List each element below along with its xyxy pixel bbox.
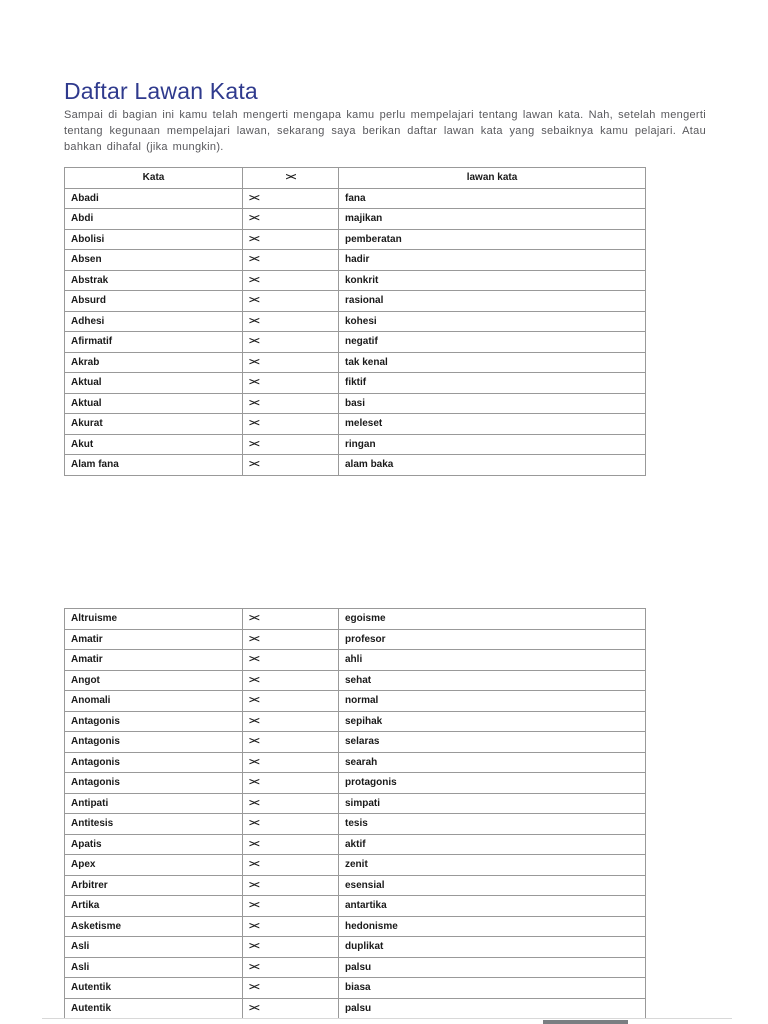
table-row [65,978,646,999]
kata-cell: Anomali [65,691,243,712]
table-row [65,629,646,650]
antonym-symbol-cell: >< [243,978,339,999]
table-row [65,270,646,291]
lawan-kata-cell: konkrit [339,270,646,291]
antonym-symbol-cell: >< [243,414,339,435]
antonym-symbol-cell: >< [243,814,339,835]
kata-cell: Asli [65,957,243,978]
lawan-kata-cell: palsu [339,998,646,1019]
lawan-kata-cell: biasa [339,978,646,999]
lawan-kata-cell: hadir [339,250,646,271]
table-header-row [65,168,646,189]
lawan-kata-cell: normal [339,691,646,712]
table-row [65,609,646,630]
lawan-kata-cell: kohesi [339,311,646,332]
antonym-symbol-cell: >< [243,609,339,630]
lawan-kata-cell: aktif [339,834,646,855]
antonym-symbol-cell: >< [243,629,339,650]
lawan-kata-cell: negatif [339,332,646,353]
antonym-symbol-cell: >< [243,752,339,773]
kata-cell: Abstrak [65,270,243,291]
lawan-kata-cell: sehat [339,670,646,691]
page-bottom-shadow [42,1018,732,1019]
kata-cell: Apatis [65,834,243,855]
antonym-symbol-cell: >< [243,937,339,958]
antonym-symbol-cell: >< [243,834,339,855]
kata-cell: Antitesis [65,814,243,835]
kata-cell: Aktual [65,393,243,414]
table-row [65,957,646,978]
kata-cell: Abolisi [65,229,243,250]
lawan-kata-cell: zenit [339,855,646,876]
table-row [65,455,646,476]
kata-cell: Absen [65,250,243,271]
antonym-symbol-cell: >< [243,311,339,332]
antonym-symbol-cell: >< [243,691,339,712]
antonym-symbol-cell: >< [243,209,339,230]
table-row [65,414,646,435]
lawan-kata-cell: sepihak [339,711,646,732]
page-title: Daftar Lawan Kata [64,78,258,104]
kata-cell: Arbitrer [65,875,243,896]
table-row [65,916,646,937]
kata-cell: Akurat [65,414,243,435]
kata-cell: Angot [65,670,243,691]
lawan-kata-cell: searah [339,752,646,773]
antonym-symbol-cell: >< [243,393,339,414]
antonym-symbol-cell: >< [243,332,339,353]
antonym-symbol-cell: >< [243,455,339,476]
kata-column-header: Kata [65,168,243,189]
kata-cell: Artika [65,896,243,917]
lawan-kata-column-header: lawan kata [339,168,646,189]
kata-cell: Autentik [65,978,243,999]
table-row [65,311,646,332]
kata-cell: Apex [65,855,243,876]
antonym-symbol-cell: >< [243,732,339,753]
antonym-symbol-cell: >< [243,188,339,209]
antonym-symbol-cell: >< [243,373,339,394]
kata-cell: Amatir [65,650,243,671]
lawan-kata-cell: ahli [339,650,646,671]
table-row [65,188,646,209]
table-row [65,650,646,671]
next-page-edge-mark [543,1020,628,1024]
lawan-kata-cell: duplikat [339,937,646,958]
lawan-kata-cell: pemberatan [339,229,646,250]
antonym-table-1 [64,167,646,476]
lawan-kata-cell: meleset [339,414,646,435]
antonym-symbol-cell: >< [243,711,339,732]
antonym-symbol-cell: >< [243,434,339,455]
kata-cell: Antagonis [65,773,243,794]
antonym-symbol-cell: >< [243,896,339,917]
lawan-kata-cell: alam baka [339,455,646,476]
kata-cell: Abdi [65,209,243,230]
antonym-symbol-cell: >< [243,916,339,937]
antonym-symbol-cell: >< [243,875,339,896]
kata-cell: Abadi [65,188,243,209]
kata-cell: Antagonis [65,732,243,753]
table-row [65,291,646,312]
antonym-symbol-cell: >< [243,793,339,814]
lawan-kata-cell: esensial [339,875,646,896]
table-row [65,834,646,855]
kata-cell: Asli [65,937,243,958]
antonym-symbol-cell: >< [243,229,339,250]
kata-cell: Altruisme [65,609,243,630]
lawan-kata-cell: tesis [339,814,646,835]
antonym-symbol-cell: >< [243,670,339,691]
table-row [65,670,646,691]
table-row [65,373,646,394]
kata-cell: Afirmatif [65,332,243,353]
antonym-symbol-cell: >< [243,773,339,794]
antonym-symbol-cell: >< [243,650,339,671]
table-row [65,814,646,835]
lawan-kata-cell: basi [339,393,646,414]
kata-cell: Absurd [65,291,243,312]
lawan-kata-cell: profesor [339,629,646,650]
kata-cell: Akrab [65,352,243,373]
kata-cell: Autentik [65,998,243,1019]
kata-cell: Antagonis [65,711,243,732]
antonym-symbol-cell: >< [243,250,339,271]
lawan-kata-cell: fiktif [339,373,646,394]
kata-cell: Amatir [65,629,243,650]
antonym-symbol-cell: >< [243,957,339,978]
lawan-kata-cell: egoisme [339,609,646,630]
lawan-kata-cell: tak kenal [339,352,646,373]
kata-cell: Akut [65,434,243,455]
antonym-symbol-header: >< [243,168,339,189]
intro-paragraph: Sampai di bagian ini kamu telah mengerti mengapa kamu perlu mempelajari tentang lawan kata. Nah, setelah mengerti tentang kegunaan mempelajari lawan, sekarang saya berikan daftar lawan kata yang sebaiknya kamu pelajari. Atau bahkan dihafal (jika mungkin). [64,109,706,153]
table-row [65,393,646,414]
lawan-kata-cell: hedonisme [339,916,646,937]
table-row [65,711,646,732]
antonym-symbol-cell: >< [243,352,339,373]
antonym-symbol-cell: >< [243,855,339,876]
kata-cell: Antipati [65,793,243,814]
table-row [65,332,646,353]
lawan-kata-cell: selaras [339,732,646,753]
table-row [65,855,646,876]
kata-cell: Adhesi [65,311,243,332]
table-row [65,752,646,773]
kata-cell: Antagonis [65,752,243,773]
table-row [65,773,646,794]
table-row [65,352,646,373]
table-row [65,998,646,1019]
table-row [65,229,646,250]
kata-cell: Aktual [65,373,243,394]
lawan-kata-cell: majikan [339,209,646,230]
lawan-kata-cell: fana [339,188,646,209]
table-row [65,896,646,917]
kata-cell: Asketisme [65,916,243,937]
lawan-kata-cell: antartika [339,896,646,917]
table-row [65,875,646,896]
antonym-symbol-cell: >< [243,291,339,312]
lawan-kata-cell: protagonis [339,773,646,794]
table-row [65,793,646,814]
table-row [65,937,646,958]
table-row [65,209,646,230]
table-row [65,250,646,271]
lawan-kata-cell: simpati [339,793,646,814]
lawan-kata-cell: ringan [339,434,646,455]
table-row [65,434,646,455]
lawan-kata-cell: palsu [339,957,646,978]
kata-cell: Alam fana [65,455,243,476]
antonym-symbol-cell: >< [243,998,339,1019]
antonym-table-2 [64,608,646,1019]
lawan-kata-cell: rasional [339,291,646,312]
antonym-symbol-cell: >< [243,270,339,291]
table-row [65,691,646,712]
table-row [65,732,646,753]
